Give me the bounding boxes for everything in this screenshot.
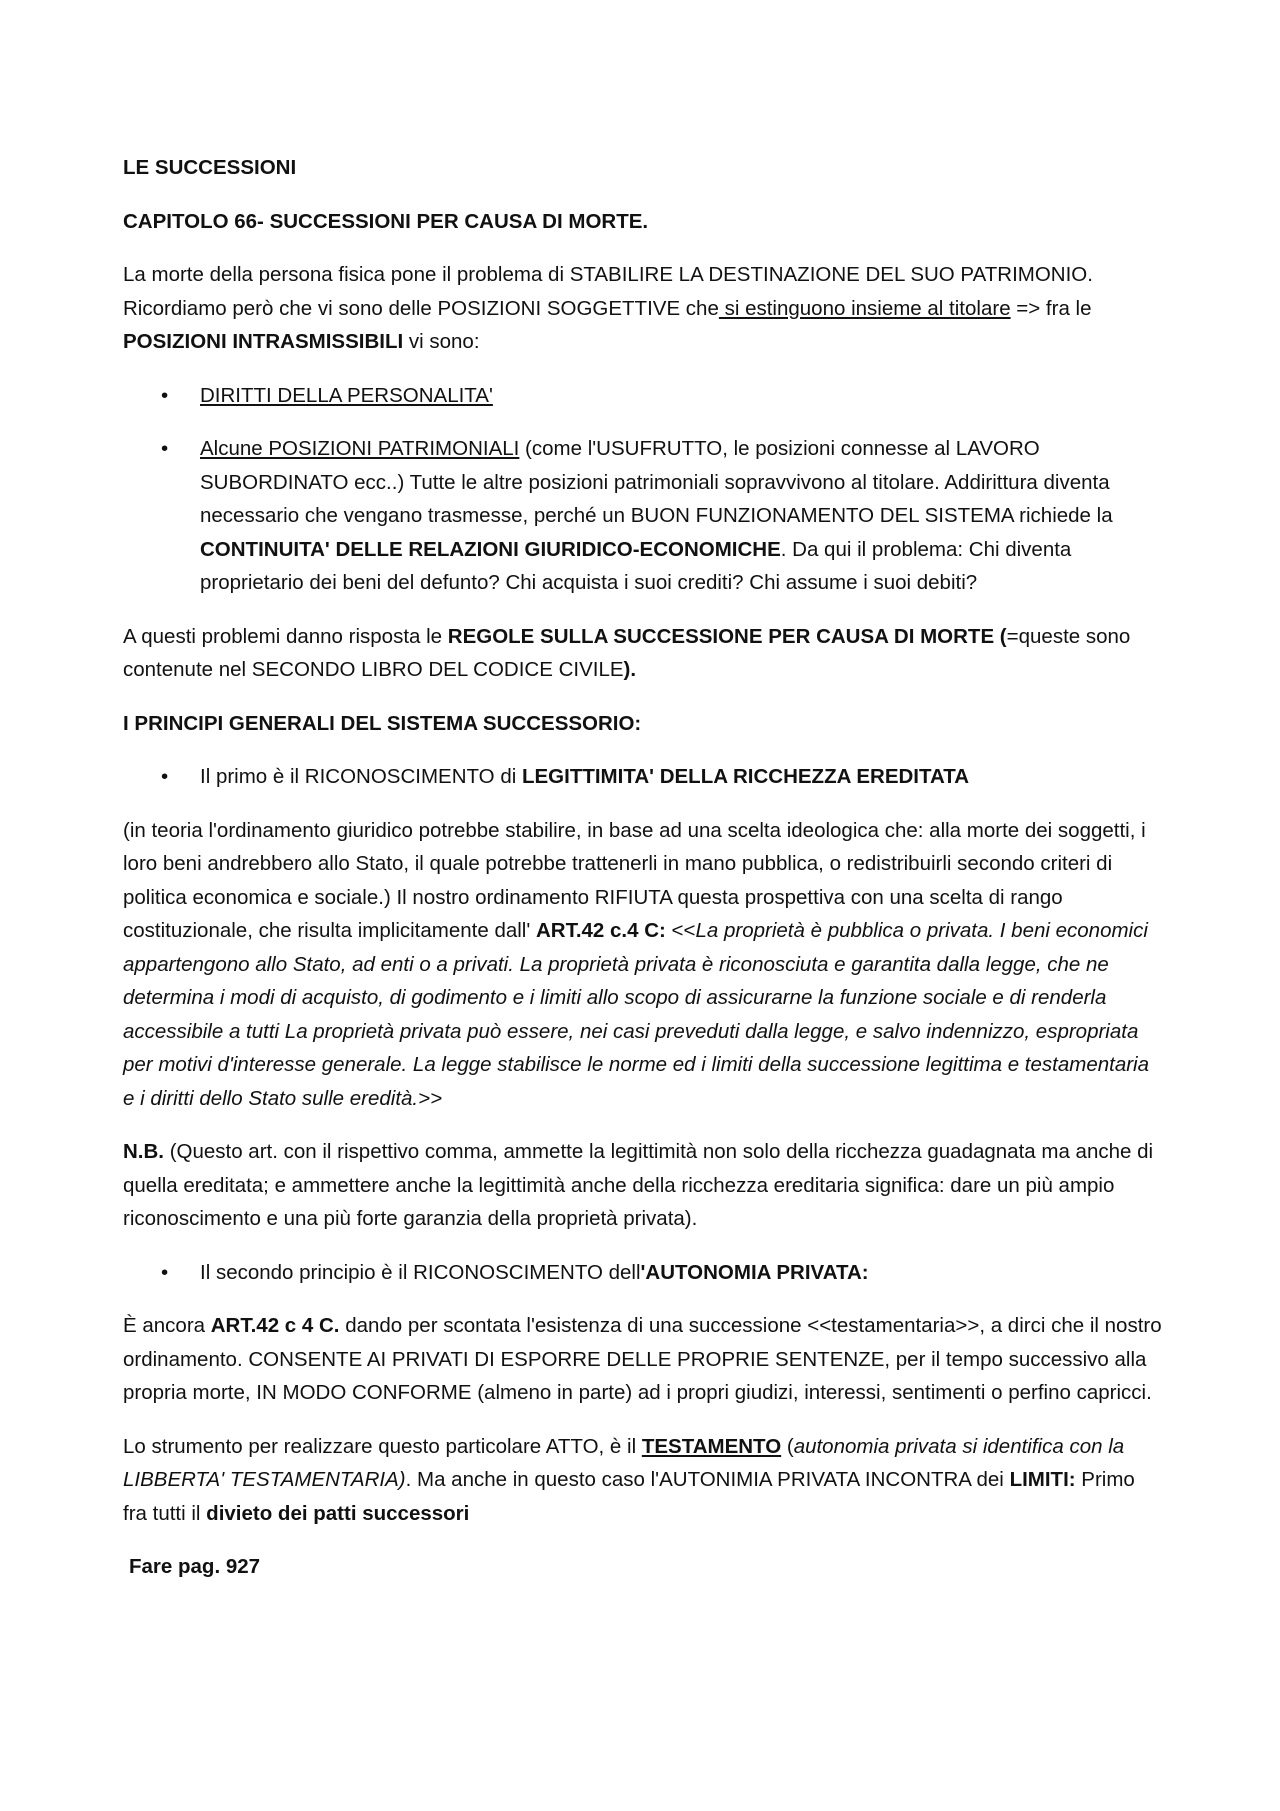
intro-underlined: si estinguono insieme al titolare	[718, 296, 1011, 320]
bullet-2-underlined: Alcune POSIZIONI PATRIMONIALI	[200, 437, 520, 460]
answer-text-2: =queste sono contenute nel SECONDO LIBRO DEL CODICE CIVILE	[123, 624, 1131, 681]
footer-note: Fare pag. 927	[129, 1555, 261, 1578]
testamento-term: TESTAMENTO	[641, 1434, 782, 1458]
intro-bold: POSIZIONI INTRASMISSIBILI	[123, 330, 404, 353]
answer-paragraph	[123, 620, 1163, 687]
theory-text-1: (in teoria l'ordinamento giuridico potrebbe stabilire, in base ad una scelta ideologica che: alla morte dei soggetti, i loro beni andrebbero allo Stato, il quale potrebbe trattenerli in mano pubblica, o redistribuirli secondo criteri di politica economica e sociale.) Il nostro ordinamento RIFIUTA questa prospettiva con una scelta di rango costituzionale, che risulta implicitamente dall'	[123, 818, 1146, 942]
nb-text: (Questo art. con il rispettivo comma, ammette la legittimità non solo della ricchezza guadagnata ma anche di quella ereditata; e ammettere anche la legittimità anche della ricchezza ereditaria significa: dare un più ampio riconoscimento e una più forte garanzia della proprietà privata).	[123, 1140, 1154, 1230]
bullet-icon: •	[161, 383, 169, 407]
bullet-item-patrimonial-positions	[123, 432, 1163, 600]
document-title: LE SUCCESSIONI	[123, 156, 297, 179]
bullet-item-personality-rights	[123, 379, 1163, 413]
bullet-1-text: DIRITTI DELLA PERSONALITA'	[200, 383, 493, 407]
intro-text-3: vi sono:	[403, 330, 480, 353]
principles-heading: I PRINCIPI GENERALI DEL SISTEMA SUCCESSORIO:	[123, 711, 642, 735]
article-paragraph	[123, 1309, 1163, 1410]
bullet-item-second-principle	[123, 1256, 1163, 1290]
testamento-text-2: (	[781, 1434, 794, 1458]
answer-text-1: A questi problemi danno risposta le	[123, 624, 448, 648]
bullet-2-text-1: (come l'USUFRUTTO, le posizioni connesse al LAVORO SUBORDINATO ecc..) Tutte le altre posizioni patrimoniali sopravvivono al titolare. Addirittura diventa necessario che vengano trasmesse, perché un BUON FUNZIONAMENTO DEL SISTEMA richiede la	[200, 437, 1113, 527]
bullet-2-text-2: . Da qui il problema: Chi diventa proprietario dei beni del defunto? Chi acquista i suoi crediti? Chi assume i suoi debiti?	[200, 537, 1072, 594]
theory-text-2: <<	[665, 919, 696, 942]
bullet-2-bold: CONTINUITA' DELLE RELAZIONI GIURIDICO-ECONOMICHE	[200, 537, 781, 561]
bullet-icon: •	[161, 1260, 169, 1284]
nb-label: N.B.	[123, 1140, 164, 1163]
intro-paragraph	[123, 258, 1163, 359]
answer-bold-2: ).	[623, 658, 637, 681]
bullet-item-first-principle	[123, 760, 1163, 794]
theory-quote: La proprietà è pubblica o privata. I beni economici appartengono allo Stato, ad enti o a privati. La proprietà privata è riconosciuta e garantita dalla legge, che ne determina i modi di acquisto, di godimento e i limiti allo scopo di assicurarne la funzione sociale e di renderla accessibile a tutti La proprietà privata può essere, nei casi preveduti dalla legge, e salvo indennizzo, espropriata per motivi d'interesse generale. La legge stabilisce le norme ed i limiti della successione legittima e testamentaria e i diritti dello Stato sulle eredità.>>	[123, 919, 1150, 1110]
bullet-4-text: Il secondo principio è il RICONOSCIMENTO dell	[200, 1260, 641, 1284]
testamento-prohibition: divieto dei patti successori	[206, 1501, 470, 1525]
testamento-italic: autonomia privata si identifica con la LIBBERTA' TESTAMENTARIA)	[123, 1434, 1125, 1491]
document-body	[123, 151, 1163, 1604]
theory-article-ref: ART.42 c.4 C:	[535, 919, 666, 942]
bullet-icon: •	[161, 765, 169, 788]
testamento-limits: LIMITI:	[1009, 1468, 1076, 1491]
chapter-heading: CAPITOLO 66- SUCCESSIONI PER CAUSA DI MORTE.	[123, 209, 649, 233]
bullet-icon: •	[161, 437, 169, 460]
bullet-3-text: Il primo è il RICONOSCIMENTO di	[200, 765, 522, 788]
article-text-2: dando per scontata l'esistenza di una successione <<testamentaria>>, a dirci che il nostro ordinamento. CONSENTE AI PRIVATI DI ESPORRE DELLE PROPRIE SENTENZE, per il tempo successivo alla propria morte, IN MODO CONFORME (almeno in parte) ad i propri giudizi, interessi, sentimenti o perfino capricci.	[123, 1314, 1162, 1404]
article-ref: ART.42 c 4 C.	[210, 1314, 340, 1337]
bullet-4-bold: 'AUTONOMIA PRIVATA:	[640, 1260, 869, 1284]
testamento-paragraph	[123, 1430, 1163, 1531]
testamento-text-4: Primo fra tutti il	[123, 1468, 1135, 1525]
article-text-1: È ancora	[123, 1314, 211, 1337]
intro-text-1: La morte della persona fisica pone il problema di STABILIRE LA DESTINAZIONE DEL SUO PATRIMONIO. Ricordiamo però che vi sono delle POSIZIONI SOGGETTIVE che	[123, 263, 1093, 320]
answer-bold-1: REGOLE SULLA SUCCESSIONE PER CAUSA DI MORTE (	[447, 624, 1007, 648]
nb-paragraph	[123, 1135, 1163, 1236]
theory-paragraph	[123, 814, 1163, 1116]
testamento-text-3: . Ma anche in questo caso l'AUTONIMIA PRIVATA INCONTRA dei	[405, 1468, 1010, 1491]
bullet-3-bold: LEGITTIMITA' DELLA RICCHEZZA EREDITATA	[521, 765, 970, 788]
intro-text-2: => fra le	[1010, 296, 1092, 320]
testamento-text-1: Lo strumento per realizzare questo particolare ATTO, è il	[123, 1434, 642, 1458]
